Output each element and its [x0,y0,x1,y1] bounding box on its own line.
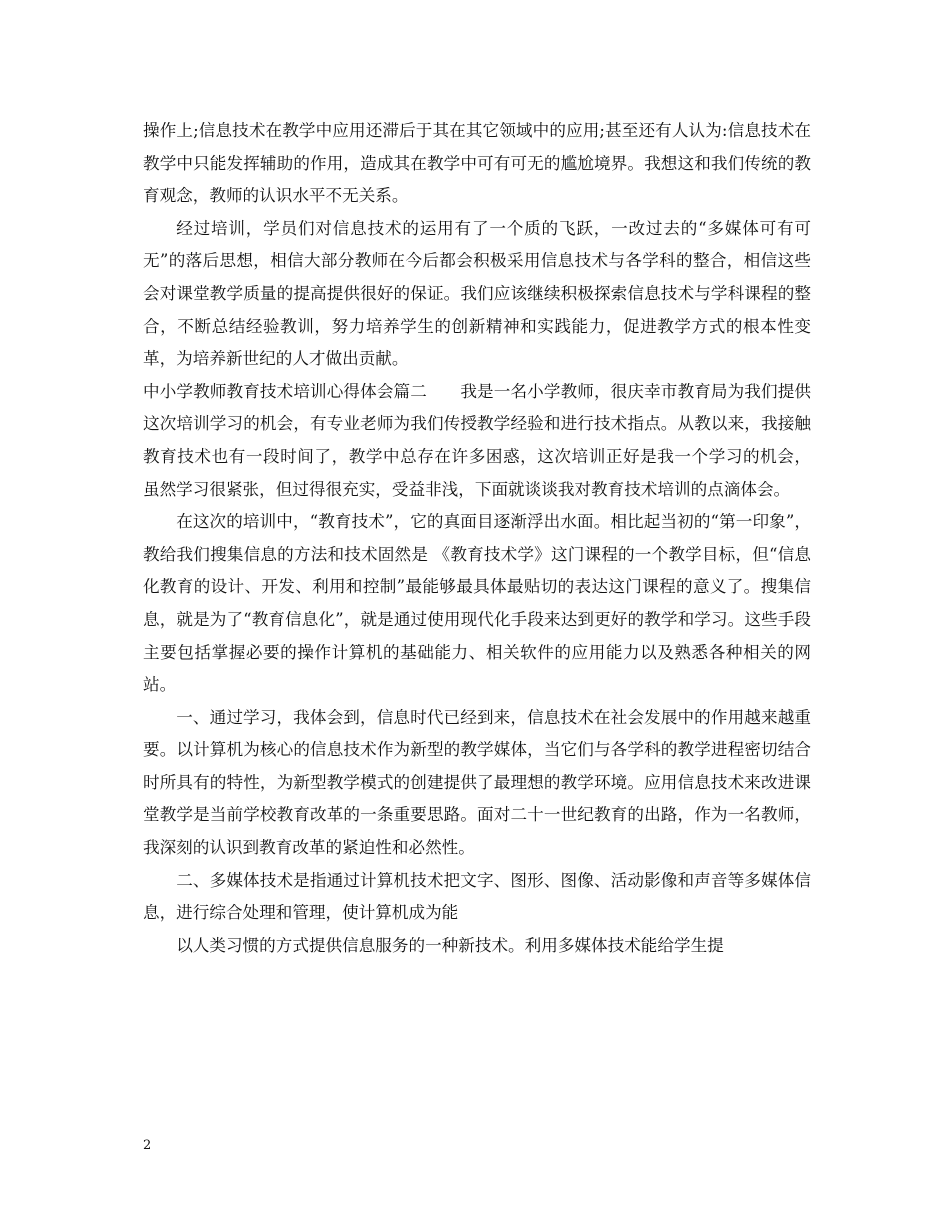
body-text [143,115,811,962]
paragraph-4: 在这次的培训中，“教育技术”，它的真面目逐渐浮出水面。相比起当初的“第一印象”，教给我们搜集信息的方法和技术固然是 《教育技术学》这门课程的一个教学目标，但“信息化教育的设计、开发、利用和控制”最能够最具体最贴切的表达这门课程的意义了。搜集信息，就是为了“教育信息化”，就是通过使用现代化手段来达到更好的教学和学习。这些手段主要包括掌握必要的操作计算机的基础能力、相关软件的应用能力以及熟悉各种相关的网站。 [143,512,811,695]
paragraph-6: 二、多媒体技术是指通过计算机技术把文字、图形、图像、活动影像和声音等多媒体信息，进行综合处理和管理，使计算机成为能 [143,870,811,923]
paragraph-5: 一、通过学习，我体会到，信息时代已经到来，信息技术在社会发展中的作用越来越重要。以计算机为核心的信息技术作为新型的教学媒体，当它们与各学科的教学进程密切结合时所具有的特性，为新型教学模式的创建提供了最理想的教学环境。应用信息技术来改进课堂教学是当前学校教育改革的一条重要思路。面对二十一世纪教育的出路，作为一名教师，我深刻的认识到教育改革的紧迫性和必然性。 [143,707,811,858]
paragraph-1: 操作上;信息技术在教学中应用还滞后于其在其它领域中的应用;甚至还有人认为:信息技术在教学中只能发挥辅助的作用，造成其在教学中可有可无的尴尬境界。我想这和我们传统的教育观念，教师的认识水平不无关系。 [143,121,811,206]
paragraph-7: 以人类习惯的方式提供信息服务的一种新技术。利用多媒体技术能给学生提 [176,935,724,955]
page-number: 2 [143,1138,152,1153]
paragraph-2: 经过培训，学员们对信息技术的运用有了一个质的飞跃，一改过去的“多媒体可有可无”的落后思想，相信大部分教师在今后都会积极采用信息技术与各学科的整合，相信这些会对课堂教学质量的提高提供很好的保证。我们应该继续积极探索信息技术与学科课程的整合，不断总结经验教训，努力培养学生的创新精神和实践能力，促进教学方式的根本性变革，为培养新世纪的人才做出贡献。 [143,218,811,369]
paragraph-3: 中小学教师教育技术培训心得体会篇二 我是一名小学教师，很庆幸市教育局为我们提供这次培训学习的机会，有专业老师为我们传授教学经验和进行技术指点。从教以来，我接触教育技术也有一段时间了，教学中总存在许多困惑，这次培训正好是我一个学习的机会， 虽然学习很紧张，但过得很充实，受益非浅，下面就谈谈我对教育技术培训的点滴体会。 [143,381,811,499]
